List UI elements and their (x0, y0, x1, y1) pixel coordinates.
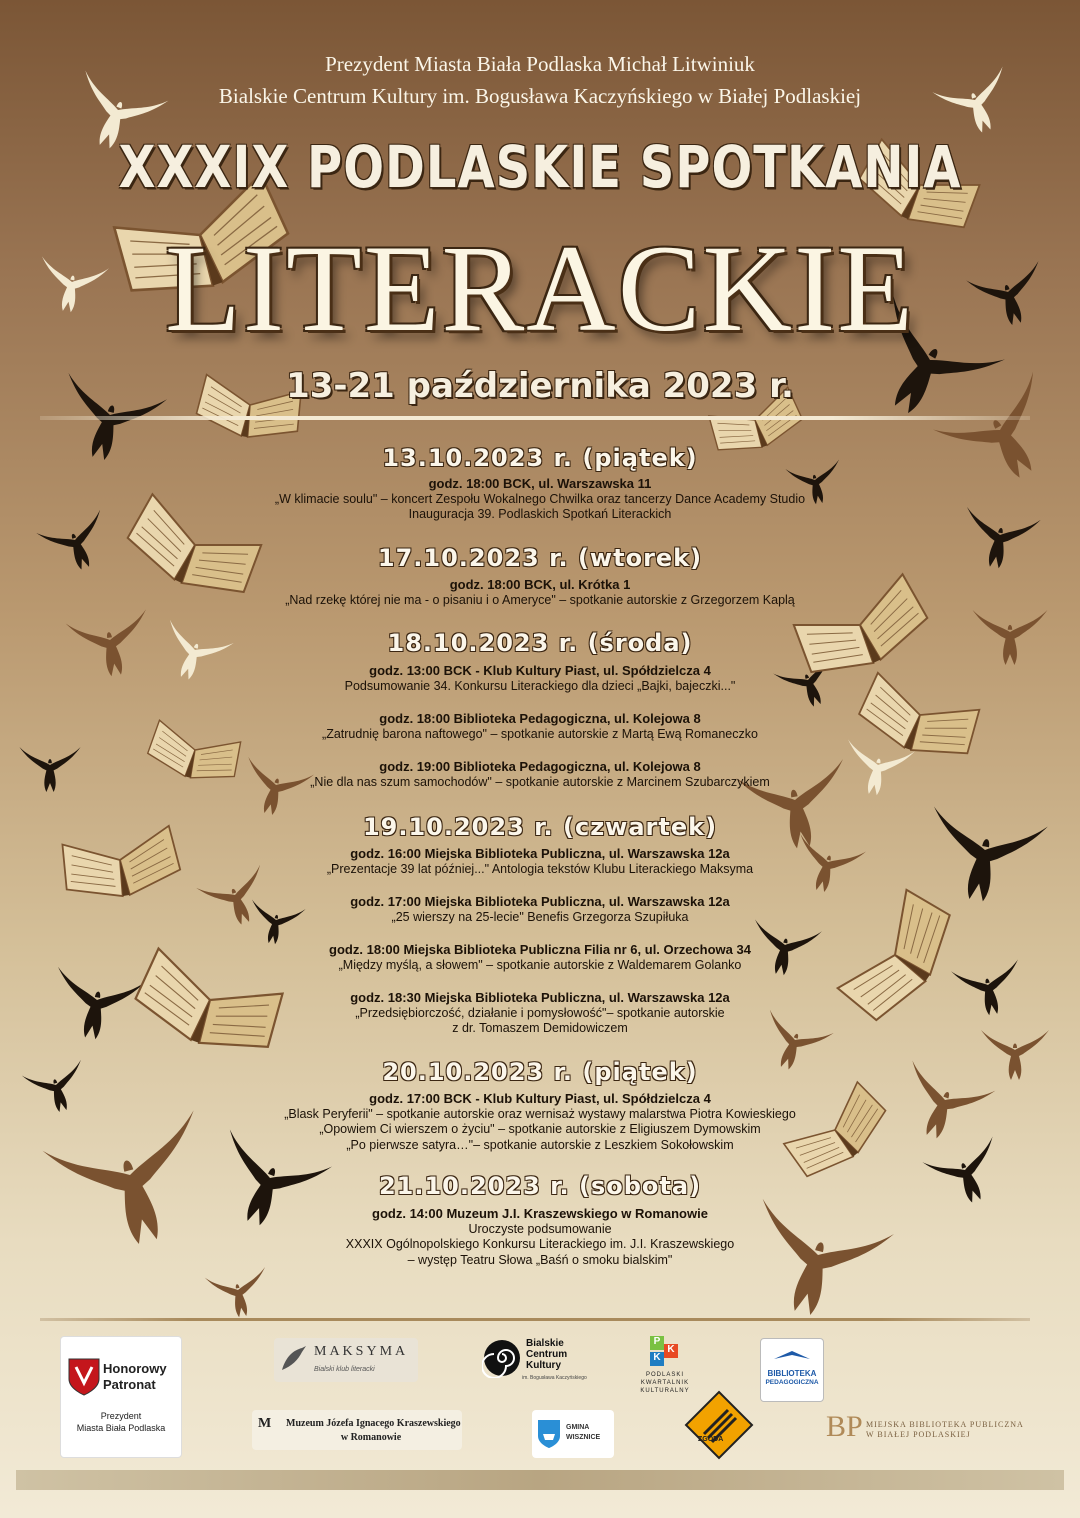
patronage-label: Patronat (103, 1377, 156, 1392)
event-entry (0, 577, 1080, 608)
honorary-patronage-logo (60, 1336, 182, 1458)
divider (40, 416, 1030, 420)
event-desc: „Prezentacje 39 lat później..." Antologia tekstów Klubu Literackiego Maksyma (326, 861, 754, 876)
event-desc: „Nie dla nas szum samochodów" – spotkanie autorskie z Marcinem Szubarczykiem (310, 774, 770, 789)
mbp-name: W BIAŁEJ PODLASKIEJ (866, 1430, 971, 1439)
event-desc: „Między myślą, a słowem" – spotkanie autorskie z Waldemarem Golanko (338, 957, 742, 972)
event-desc: „Opowiem Ci wierszem o życiu" – spotkanie autorskie z Eligiuszem Dymowskim (319, 1122, 761, 1136)
museum-logo (252, 1410, 462, 1450)
event-entry (0, 846, 1080, 877)
event-desc: „Po pierwsze satyra…"– spotkanie autorskie z Leszkiem Sokołowskim (346, 1137, 734, 1152)
event-desc: „W klimacie soulu" – koncert Zespołu Wokalnego Chwilka oraz tancerzy Dance Academy Studio (274, 491, 806, 506)
bp-name: PEDAGOGICZNA (765, 1379, 819, 1386)
bck-sub: im. Bogusława Kaczyńskiego (522, 1375, 587, 1381)
event-subtitle: XXXIX PODLASKIE SPOTKANIA (118, 134, 962, 202)
museum-name: Muzeum Józefa Ignacego Kraszewskiego (286, 1418, 461, 1429)
pkk-p-icon: P (650, 1336, 664, 1350)
event-desc: „25 wierszy na 25-lecie" Benefis Grzegorza Szupiłuka (391, 909, 689, 924)
mbp-name: MIEJSKA BIBLIOTEKA PUBLICZNA (866, 1420, 1024, 1429)
event-desc: „Blask Peryferii" – spotkanie autorskie oraz wernisaż wystawy malarstwa Piotra Kowieskiego (284, 1106, 796, 1121)
day-heading: 13.10.2023 r. (piątek) (382, 444, 698, 472)
event-entry (0, 1091, 1080, 1153)
organizer-line: Bialskie Centrum Kultury im. Bogusława Kaczyńskiego w Białej Podlaskiej (218, 84, 862, 108)
event-title: LITERACKIE (164, 220, 916, 357)
event-time: godz. 14:00 Muzeum J.I. Kraszewskiego w Romanowie (372, 1206, 708, 1221)
day-heading: 18.10.2023 r. (środa) (387, 629, 693, 657)
pkk-name: KULTURALNY (640, 1388, 690, 1394)
event-desc: – występ Teatru Słowa „Baśń o smoku bialskim" (407, 1252, 673, 1267)
book-icon (772, 1345, 812, 1365)
event-time: godz. 13:00 BCK - Klub Kultury Piast, ul. Spółdzielcza 4 (369, 663, 711, 678)
day-heading: 20.10.2023 r. (piątek) (382, 1058, 698, 1086)
event-entry (0, 942, 1080, 973)
event-dates: 13-21 października 2023 r. (286, 366, 794, 406)
zgoda-name: ZGODA (698, 1436, 724, 1443)
maksyma-name: MAKSYMA (314, 1344, 409, 1359)
event-desc: Inauguracja 39. Podlaskich Spotkań Literackich (408, 507, 672, 521)
event-time: godz. 17:00 BCK - Klub Kultury Piast, ul. Spółdzielcza 4 (369, 1091, 711, 1106)
day-heading: 17.10.2023 r. (wtorek) (377, 544, 703, 572)
event-entry (0, 476, 1080, 523)
event-desc: Podsumowanie 34. Konkursu Literackiego dla dzieci „Bajki, bajeczki..." (344, 678, 736, 693)
maksyma-sub: Bialski klub literacki (314, 1366, 375, 1373)
shield-icon (536, 1418, 562, 1450)
diamond-icon (684, 1390, 754, 1460)
footer-bar (16, 1470, 1064, 1490)
maksyma-logo (274, 1338, 418, 1382)
divider (40, 1318, 1030, 1321)
event-entry (0, 759, 1080, 790)
pkk-name: PODLASKI (645, 1372, 684, 1378)
event-desc: „Przedsiębiorczość, działanie i pomysłowość"– spotkanie autorskie (355, 1005, 725, 1020)
event-entry (0, 894, 1080, 925)
bp-name: BIBLIOTEKA (767, 1369, 817, 1378)
gmina-name: WISZNICE (566, 1434, 601, 1441)
event-desc: XXXIX Ogólnopolskiego Konkursu Literackiego im. J.I. Kraszewskiego (345, 1237, 735, 1251)
event-time: godz. 16:00 Miejska Biblioteka Publiczna, ul. Warszawska 12a (350, 846, 730, 861)
day-heading: 21.10.2023 r. (sobota) (378, 1172, 702, 1200)
pkk-k2-icon: K (650, 1352, 664, 1366)
event-desc: Uroczyste podsumowanie (468, 1221, 612, 1236)
event-time: godz. 17:00 Miejska Biblioteka Publiczna, ul. Warszawska 12a (350, 894, 730, 909)
gmina-logo (532, 1410, 614, 1458)
event-time: godz. 18:00 BCK, ul. Warszawska 11 (428, 476, 652, 491)
event-desc: „Zatrudnię barona naftowego" – spotkanie autorskie z Martą Ewą Romaneczko (322, 726, 758, 741)
event-entry (0, 990, 1080, 1037)
patronage-label: Honorowy (103, 1361, 167, 1376)
bck-name: Bialskie (526, 1338, 564, 1349)
bck-logo (482, 1338, 592, 1386)
event-desc: z dr. Tomaszem Demidowiczem (452, 1021, 628, 1035)
bck-name: Kultury (526, 1360, 561, 1371)
bp-monogram-icon: BP (826, 1410, 863, 1443)
event-time: godz. 18:00 BCK, ul. Krótka 1 (449, 577, 631, 592)
pkk-name: KWARTALNIK (640, 1380, 690, 1386)
event-entry (0, 663, 1080, 694)
zgoda-logo (684, 1390, 754, 1460)
gmina-name: GMINA (566, 1424, 590, 1431)
patronage-sub: Miasta Biała Podlaska (76, 1423, 166, 1433)
organizer-line: Prezydent Miasta Biała Podlaska Michał Litwiniuk (325, 52, 755, 76)
day-heading: 19.10.2023 r. (czwartek) (362, 813, 718, 841)
pkk-k-icon: K (664, 1344, 678, 1358)
raven-icon (278, 1342, 308, 1376)
museum-name: w Romanowie (340, 1432, 402, 1443)
event-time: godz. 18:00 Biblioteka Pedagogiczna, ul. Kolejowa 8 (379, 711, 701, 726)
coat-of-arms-icon (67, 1357, 101, 1397)
museum-mark-icon: M (258, 1416, 272, 1431)
spiral-icon (482, 1338, 522, 1378)
mbp-logo (826, 1410, 1036, 1450)
event-entry (0, 711, 1080, 742)
event-entry (0, 1206, 1080, 1268)
event-desc: „Nad rzekę której nie ma - o pisaniu i o Ameryce" – spotkanie autorskie z Grzegorzem Kaplą (285, 592, 795, 607)
event-time: godz. 18:30 Miejska Biblioteka Publiczna, ul. Warszawska 12a (350, 990, 730, 1005)
event-time: godz. 18:00 Miejska Biblioteka Publiczna Filia nr 6, ul. Orzechowa 34 (329, 942, 751, 957)
pedagogical-library-logo (760, 1338, 824, 1402)
patronage-sub: Prezydent (100, 1411, 142, 1421)
bck-name: Centrum (526, 1349, 568, 1360)
event-time: godz. 19:00 Biblioteka Pedagogiczna, ul. Kolejowa 8 (379, 759, 701, 774)
